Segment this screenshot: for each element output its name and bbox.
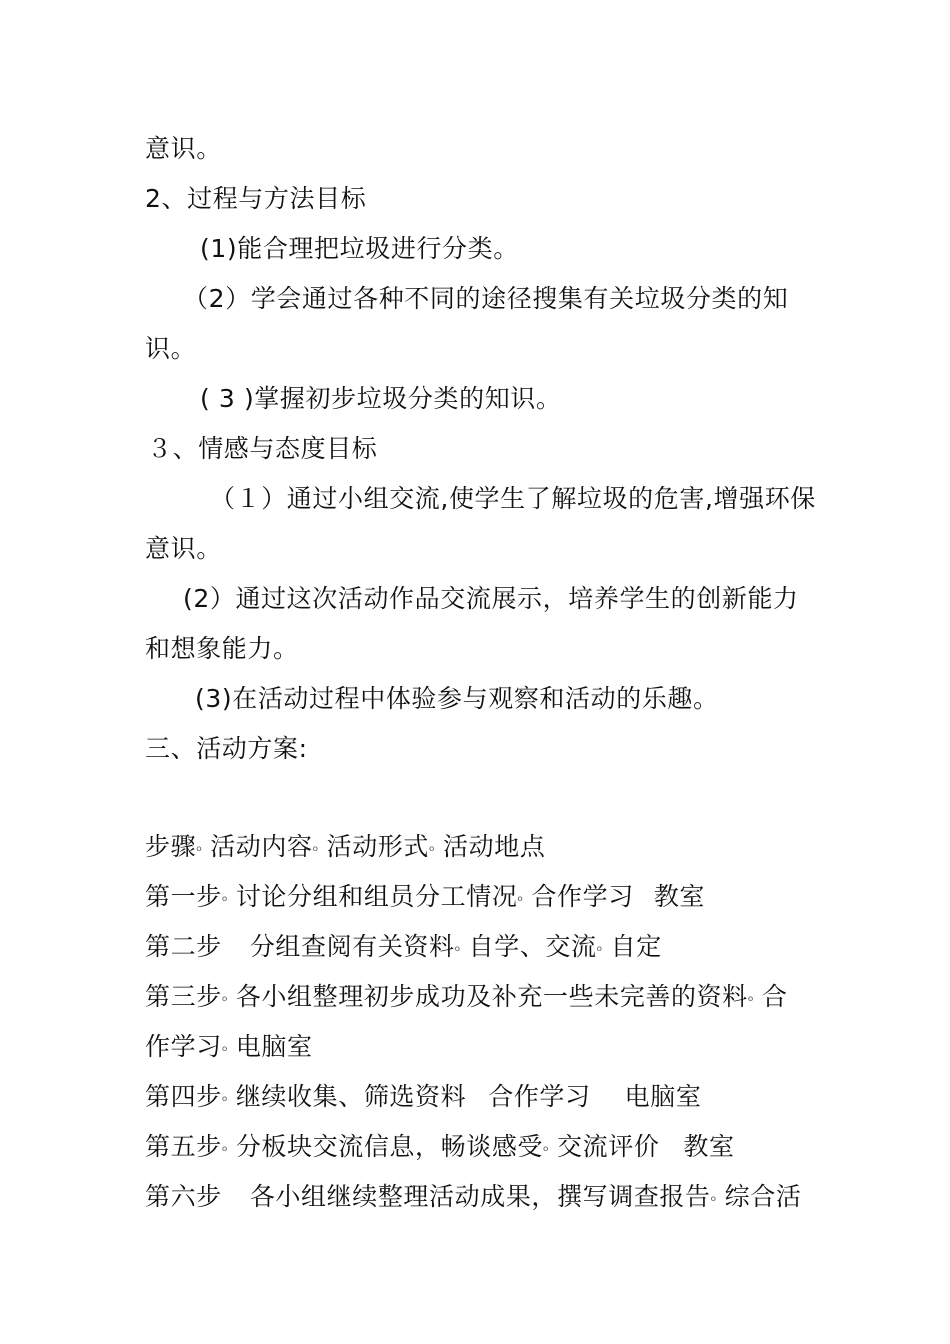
table-cell: 电脑室 (235, 1032, 313, 1061)
table-cell: 第一步 (145, 882, 222, 911)
cell-separator-mark: ₒ (221, 889, 229, 905)
paragraph-line: （１）通过小组交流,使学生了解垃圾的危害,增强环保 (210, 484, 816, 513)
cell-separator-mark: ₒ (517, 889, 524, 905)
table-cell: 合作学习 (488, 1082, 591, 1111)
table-cell: 合作学习 (531, 882, 634, 911)
cell-separator-mark: ₒ (710, 1189, 718, 1205)
table-cell: 各小组整理初步成功及补充一些未完善的资料 (235, 982, 748, 1011)
table-row-continuation (145, 1030, 313, 1064)
table-cell: 各小组继续整理活动成果，撰写调查报告 (249, 1182, 711, 1211)
paragraph-line: 意识。 (145, 534, 222, 563)
table-cell: 第六步 (145, 1182, 222, 1211)
table-cell: 交流评价 (557, 1132, 660, 1161)
table-cell: 教室 (653, 882, 706, 911)
cell-separator-mark: ₒ (747, 989, 755, 1005)
table-cell: 综合活 (724, 1182, 802, 1211)
paragraph-line: (3)在活动过程中体验参与观察和活动的乐趣。 (195, 684, 719, 713)
table-cell: 合 (761, 982, 788, 1011)
table-cell: 第五步 (145, 1132, 222, 1161)
paragraph-line: 识。 (145, 334, 197, 363)
table-cell: 活动内容 (210, 832, 313, 861)
table-cell: 教室 (683, 1132, 735, 1161)
table-row (145, 930, 662, 964)
table-cell: 分组查阅有关资料 (249, 932, 455, 961)
table-cell: 第二步 (145, 932, 222, 961)
cell-separator-mark: ₒ (196, 839, 203, 855)
cell-separator-mark: ₒ (596, 939, 604, 955)
section-heading: 2、过程与方法目标 (145, 184, 367, 213)
cell-separator-mark: ₒ (429, 839, 436, 855)
table-cell: 继续收集、筛选资料 (235, 1082, 467, 1111)
cell-separator-mark: ₒ (454, 939, 462, 955)
table-cell: 第四步 (145, 1082, 222, 1111)
cell-separator-mark: ₒ (543, 1139, 550, 1155)
table-cell: 电脑室 (624, 1082, 702, 1111)
section-heading: 三、活动方案: (145, 734, 308, 763)
table-cell: 作学习 (145, 1032, 222, 1061)
table-cell: 第三步 (145, 982, 222, 1011)
table-row (145, 1080, 701, 1114)
table-row (145, 1130, 735, 1164)
table-cell: 分板块交流信息，畅谈感受 (235, 1132, 544, 1161)
table-cell: 自学、交流 (468, 932, 597, 961)
paragraph-line: （2）学会通过各种不同的途径搜集有关垃圾分类的知 (183, 284, 789, 313)
cell-separator-mark: ₒ (221, 1089, 229, 1105)
table-cell: 活动形式 (326, 832, 430, 861)
cell-separator-mark: ₒ (312, 839, 319, 855)
paragraph-line: (1)能合理把垃圾进行分类。 (200, 234, 519, 263)
table-row (145, 880, 705, 914)
table-header-row (145, 830, 545, 864)
table-row (145, 980, 787, 1014)
cell-separator-mark: ₒ (221, 1139, 229, 1155)
table-cell: 讨论分组和组员分工情况 (235, 882, 518, 911)
table-cell: 活动地点 (443, 832, 546, 861)
table-cell: 步骤 (145, 832, 197, 861)
paragraph-line: 意识。 (145, 134, 222, 163)
section-heading: ３、情感与态度目标 (147, 434, 378, 463)
paragraph-line: ( 3 )掌握初步垃圾分类的知识。 (200, 384, 562, 413)
paragraph-line: (2）通过这次活动作品交流展示，培养学生的创新能力 (183, 584, 799, 613)
table-cell: 自定 (610, 932, 662, 961)
table-row (145, 1180, 801, 1214)
cell-separator-mark: ₒ (221, 1039, 229, 1055)
cell-separator-mark: ₒ (221, 989, 229, 1005)
paragraph-line: 和想象能力。 (145, 634, 299, 663)
